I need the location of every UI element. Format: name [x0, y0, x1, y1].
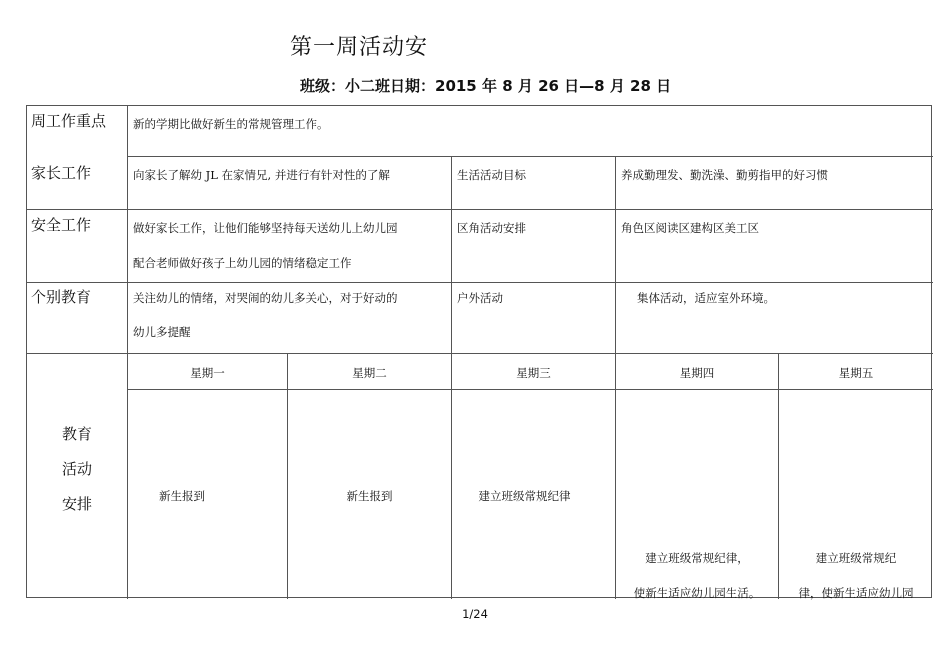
parent-work-label: 家长工作 [31, 164, 92, 182]
education-schedule-label-line-3: 安排 [61, 495, 92, 513]
education-schedule-label-line-2: 活动 [61, 460, 92, 478]
individual-education-label: 个别教育 [31, 288, 92, 306]
day-header-monday: 星期一 [190, 366, 225, 380]
plan-wednesday: 建立班级常规纪律 [478, 489, 571, 503]
safety-work-content-line-1: 做好家长工作，让他们能够坚持每天送幼儿上幼儿园 [133, 221, 398, 235]
safety-work-content-line-2: 配合老师做好孩子上幼儿园的情绪稳定工作 [133, 256, 352, 270]
safety-work-label: 安全工作 [31, 216, 92, 234]
row-divider [27, 353, 933, 354]
page-number: 1/24 [462, 607, 488, 621]
plan-thursday-line-1: 建立班级常规纪律， [645, 551, 749, 565]
plan-friday-line-1: 建立班级常规纪 [815, 551, 897, 565]
corner-activity-label: 区角活动安排 [457, 221, 526, 235]
day-header-thursday: 星期四 [679, 366, 715, 380]
column-divider [127, 106, 128, 599]
education-schedule-label-line-1: 教育 [61, 425, 92, 443]
plan-monday: 新生报到 [159, 489, 205, 503]
plan-thursday-line-2: 使新生适应幼儿园生活。 [633, 586, 761, 600]
plan-friday-line-2: 律，使新生适应幼儿园 [798, 586, 914, 600]
column-divider [287, 353, 288, 599]
parent-work-content: 向家长了解幼 JL 在家情兄, 并进行有针对性的了解 [133, 168, 390, 182]
life-activity-goal-content: 养成勤理发、勤洗澡、勤剪指甲的好习惯 [621, 168, 828, 182]
individual-education-content-line-2: 幼儿多提醒 [133, 325, 191, 339]
page-title: 第一周活动安 [290, 35, 429, 60]
class-date-line: 班级：小二班日期：2015 年 8 月 26 日—8 月 28 日 [300, 77, 672, 95]
weekly-focus-label: 周工作重点 [31, 112, 107, 130]
weekly-plan-table [26, 105, 932, 598]
outdoor-activity-label: 户外活动 [457, 291, 503, 305]
plan-tuesday: 新生报到 [346, 489, 393, 503]
row-divider [127, 389, 933, 390]
corner-activity-content: 角色区阅读区建构区美工区 [621, 221, 759, 235]
life-activity-goal-label: 生活活动目标 [457, 168, 526, 182]
day-header-tuesday: 星期二 [352, 366, 387, 380]
weekly-focus-content: 新的学期比做好新生的常规管理工作。 [133, 117, 329, 131]
outdoor-activity-content: 集体活动，适应室外环境。 [637, 291, 775, 305]
day-header-friday: 星期五 [838, 366, 874, 380]
individual-education-content-line-1: 关注幼儿的情绪，对哭闹的幼儿多关心，对于好动的 [133, 291, 398, 305]
day-header-wednesday: 星期三 [516, 366, 551, 380]
